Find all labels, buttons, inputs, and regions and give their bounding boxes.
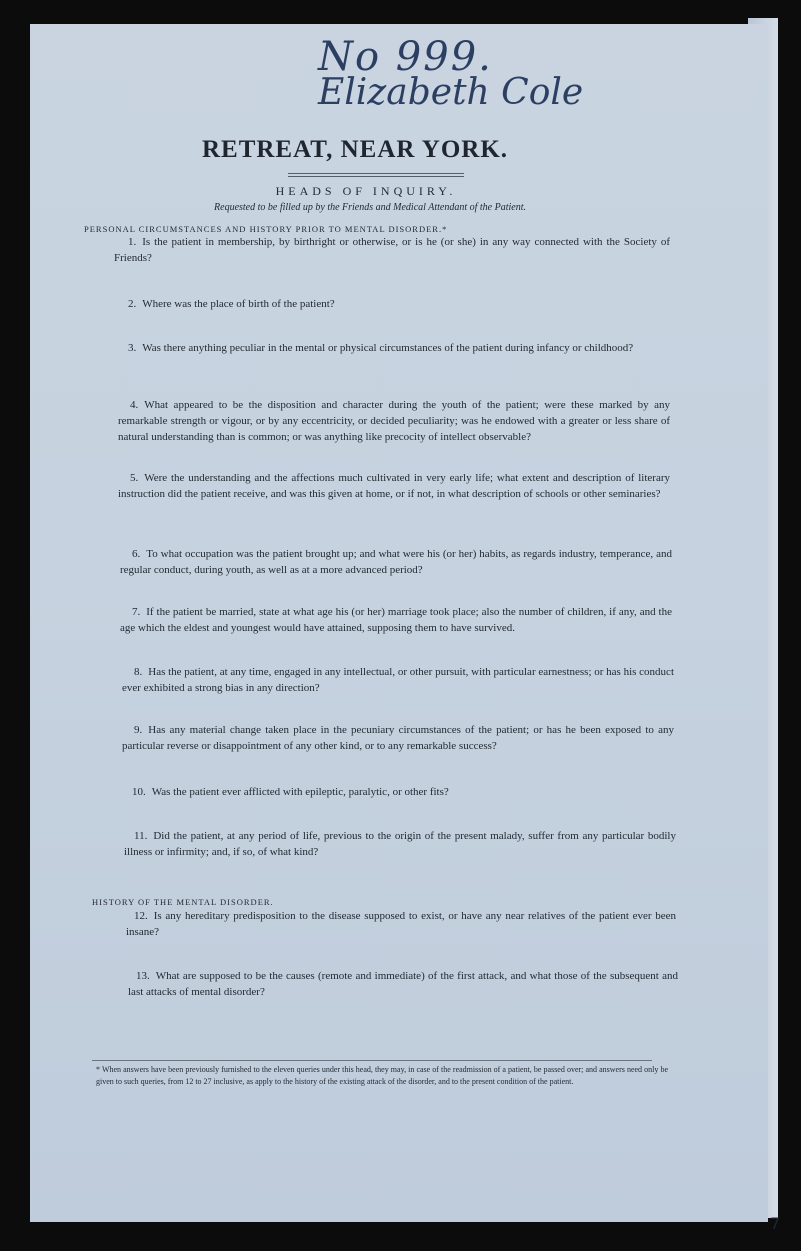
handwritten-patient-name: Elizabeth Cole <box>318 72 584 113</box>
requested-note: Requested to be filled up by the Friends and Medical Attendant of the Patient. <box>214 202 526 213</box>
question-6: 6. To what occupation was the patient brought up; and what were his (or her) habits, as regards industry, temperance, and regular conduct, during youth, as well as at a more advanced period? <box>120 548 672 576</box>
page-title: RETREAT, NEAR YORK. <box>201 136 509 163</box>
handwritten-number: No 999. <box>318 34 493 80</box>
question-7: 7. If the patient be married, state at what age his (or her) marriage took place; also the number of children, if any, and the age which the eldest and youngest would have attained, supposing them to have survived. <box>120 606 672 634</box>
question-2: 2. Where was the place of birth of the patient? <box>128 298 335 310</box>
section-heading-history: HISTORY OF THE MENTAL DISORDER. <box>92 897 274 907</box>
page-number-mark: 7 <box>770 1214 781 1233</box>
question-12: 12. Is any hereditary predisposition to the disease supposed to exist, or have any near relatives of the patient ever been insane? <box>126 910 676 938</box>
title-rule <box>288 173 464 174</box>
question-3: 3. Was there anything peculiar in the mental or physical circumstances of the patient during infancy or childhood? <box>128 342 634 354</box>
footnote-rule <box>92 1060 652 1061</box>
question-9: 9. Has any material change taken place in the pecuniary circumstances of the patient; or has he been exposed to any particular reverse or disappointment of any other kind, or to any remarkable success? <box>122 724 674 752</box>
heads-of-inquiry: HEADS OF INQUIRY. <box>275 184 457 198</box>
question-10: 10. Was the patient ever afflicted with epileptic, paralytic, or other fits? <box>132 786 449 798</box>
section-heading-personal: PERSONAL CIRCUMSTANCES AND HISTORY PRIOR TO MENTAL DISORDER.* <box>84 224 448 234</box>
footnote: * When answers have been previously furnished to the eleven queries under this head, they may, in case of the readmission of a patient, be passed over; and answers need only be given to such queries, from 12 to 27 inclusive, as apply to the history of the existing attack of the disorder, and to the present condition of the patient. <box>96 1065 668 1086</box>
question-8: 8. Has the patient, at any time, engaged in any intellectual, or other pursuit, with particular earnestness; or has his conduct ever exhibited a strong bias in any direction? <box>122 666 674 694</box>
question-11: 11. Did the patient, at any period of life, previous to the origin of the present malady, suffer from any particular bodily illness or infirmity; and, if so, of what kind? <box>124 830 676 858</box>
document-page <box>30 24 781 1233</box>
title-rule <box>288 176 464 177</box>
question-4: 4. What appeared to be the disposition and character during the youth of the patient; were these marked by any remarkable strength or vigour, or by any eccentricity, or decided peculiarity; was he endowed with a greater or less share of natural understanding than is common; or was anything like precocity of intellect observable? <box>118 399 670 443</box>
question-1: 1. Is the patient in membership, by birthright or otherwise, or is he (or she) in any way connected with the Society of Friends? <box>114 236 670 264</box>
question-13: 13. What are supposed to be the causes (remote and immediate) of the first attack, and what those of the subsequent and last attacks of mental disorder? <box>128 970 678 998</box>
question-5: 5. Were the understanding and the affections much cultivated in very early life; what extent and description of literary instruction did the patient receive, and was this given at home, or if not, in what description of schools or other seminaries? <box>118 472 670 500</box>
